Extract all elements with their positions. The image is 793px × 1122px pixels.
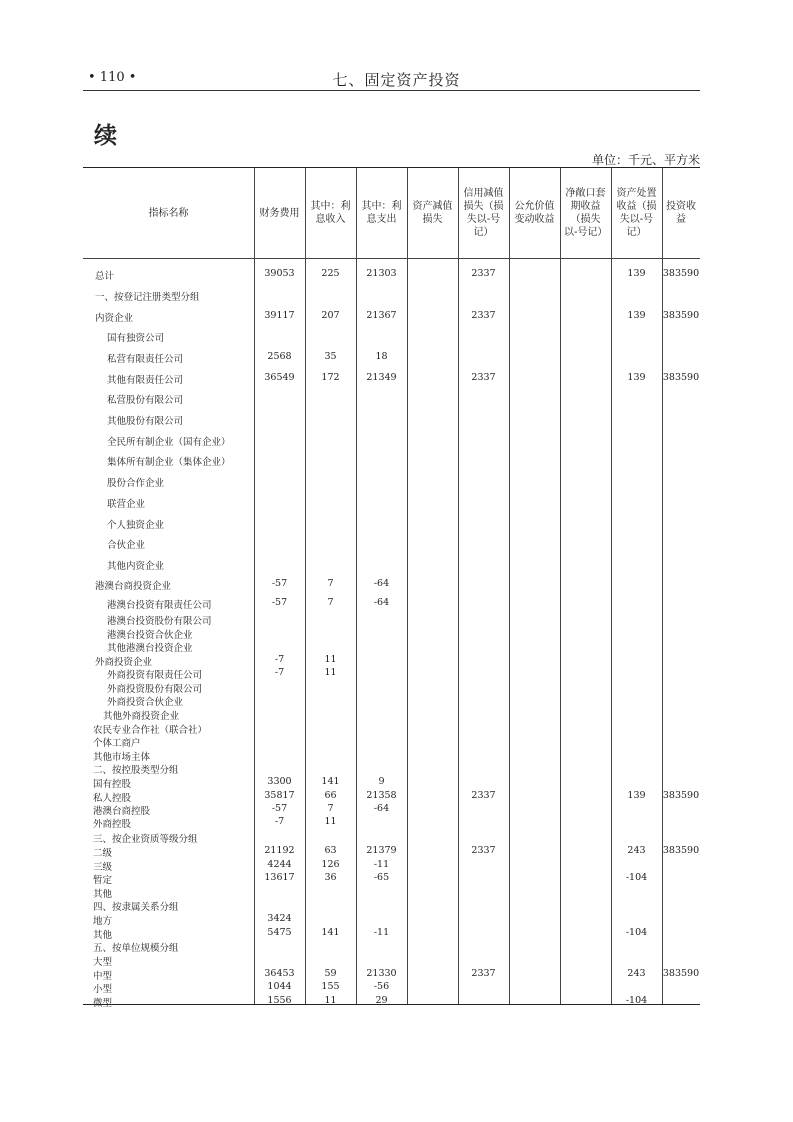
cell-value: 59: [324, 968, 337, 979]
cell-value: 207: [321, 310, 340, 321]
row-label: 外商投资有限责任公司: [107, 670, 203, 681]
row-label: 全民所有制企业（国有企业）: [107, 437, 231, 448]
cell-value: 225: [321, 268, 340, 279]
cell-value: 383590: [662, 968, 700, 979]
cell-value: 2337: [471, 372, 496, 383]
row-label: 三、按企业资质等级分组: [93, 834, 198, 845]
cell-value: 21367: [366, 310, 397, 321]
row-label: 其他市场主体: [93, 752, 151, 763]
row-label: 其他: [93, 930, 113, 941]
cell-value: 383590: [662, 372, 700, 383]
row-label: 其他: [93, 889, 113, 900]
row-label: 其他有限责任公司: [107, 375, 184, 386]
cell-value: 243: [627, 968, 646, 979]
row-label: 暂定: [93, 875, 113, 886]
row-label: 港澳台投资合伙企业: [107, 630, 193, 641]
cell-value: 35: [324, 351, 337, 362]
cell-value: 29: [375, 995, 388, 1006]
cell-value: 3300: [267, 776, 292, 787]
column-header: 其中：利息收入: [310, 201, 351, 225]
row-label: 外商控股: [93, 819, 132, 830]
row-label: 其他外商投资企业: [103, 711, 180, 722]
cell-value: 7: [327, 578, 334, 589]
row-label: 其他内资企业: [107, 561, 165, 572]
cell-value: 36: [324, 872, 337, 883]
row-label: 合伙企业: [107, 540, 146, 551]
cell-value: 39053: [264, 268, 295, 279]
row-label: 外商投资股份有限公司: [107, 684, 203, 695]
cell-value: 383590: [662, 790, 700, 801]
row-label: 私营有限责任公司: [107, 354, 184, 365]
row-label: 个体工商户: [93, 738, 141, 749]
cell-value: 139: [627, 790, 646, 801]
row-label: 大型: [93, 957, 113, 968]
column-header: 信用减值损失（损失以-号记）: [463, 188, 504, 238]
row-label: 港澳台投资股份有限公司: [107, 616, 212, 627]
data-table: [83, 167, 700, 1009]
cell-value: 2337: [471, 968, 496, 979]
cell-value: 126: [321, 859, 340, 870]
cell-value: 141: [321, 927, 340, 938]
cell-value: 11: [324, 667, 337, 678]
cell-value: 21303: [366, 268, 397, 279]
cell-value: 383590: [662, 310, 700, 321]
cell-value: -57: [271, 578, 288, 589]
cell-value: 21192: [264, 845, 295, 856]
cell-value: -65: [373, 872, 390, 883]
column-rule: [458, 168, 459, 1004]
cell-value: 2337: [471, 310, 496, 321]
cell-value: 36453: [264, 968, 295, 979]
cell-value: 383590: [662, 268, 700, 279]
row-label: 地方: [93, 916, 113, 927]
cell-value: 13617: [264, 872, 295, 883]
row-label: 个人独资企业: [107, 520, 165, 531]
row-label: 总计: [95, 271, 115, 282]
cell-value: 11: [324, 654, 337, 665]
continued-label: 续: [94, 123, 117, 149]
cell-value: 7: [327, 803, 334, 814]
row-label: 集体所有制企业（集体企业）: [107, 457, 231, 468]
cell-value: 39117: [264, 310, 295, 321]
cell-value: -104: [625, 995, 648, 1006]
cell-value: 172: [321, 372, 340, 383]
row-label: 私营股份有限公司: [107, 395, 184, 406]
row-label: 微型: [93, 998, 113, 1009]
column-header: 投资收益: [666, 201, 696, 225]
cell-value: -11: [373, 859, 390, 870]
row-label: 二级: [93, 848, 113, 859]
chapter-title: 七、固定资产投资: [332, 71, 461, 89]
column-header: 指标名称: [148, 207, 189, 219]
row-label: 五、按单位规模分组: [93, 943, 179, 954]
cell-value: 243: [627, 845, 646, 856]
row-label: 三级: [93, 862, 113, 873]
cell-value: 7: [327, 597, 334, 608]
cell-value: 155: [321, 981, 340, 992]
unit-label: 单位：千元、平方米: [591, 153, 700, 167]
row-label: 国有控股: [93, 779, 132, 790]
cell-value: 139: [627, 372, 646, 383]
cell-value: 21349: [366, 372, 397, 383]
cell-value: 21379: [366, 845, 397, 856]
column-header: 资产减值损失: [412, 201, 453, 225]
cell-value: 139: [627, 310, 646, 321]
cell-value: -57: [271, 597, 288, 608]
cell-value: 1044: [267, 981, 292, 992]
page-number: • 110 •: [88, 70, 137, 85]
cell-value: -64: [373, 597, 390, 608]
header-rule: [83, 90, 700, 91]
row-label: 内资企业: [95, 313, 134, 324]
column-header: 公允价值变动收益: [514, 201, 555, 225]
column-rule: [560, 168, 561, 1004]
column-header: 净敞口套期收益（损失以-号记）: [564, 188, 608, 238]
column-rule: [662, 168, 663, 1004]
cell-value: -7: [274, 816, 285, 827]
row-label: 中型: [93, 971, 113, 982]
cell-value: 1556: [267, 995, 292, 1006]
row-label: 私人控股: [93, 793, 132, 804]
row-label: 联营企业: [107, 499, 146, 510]
cell-value: 141: [321, 776, 340, 787]
column-rule: [509, 168, 510, 1004]
cell-value: -104: [625, 872, 648, 883]
row-label: 外商投资合伙企业: [107, 697, 184, 708]
cell-value: 383590: [662, 845, 700, 856]
cell-value: 35817: [264, 790, 295, 801]
cell-value: -64: [373, 578, 390, 589]
cell-value: 21330: [366, 968, 397, 979]
cell-value: 2337: [471, 845, 496, 856]
row-label: 港澳台商投资企业: [95, 581, 172, 592]
column-header: 财务费用: [259, 207, 300, 219]
cell-value: 36549: [264, 372, 295, 383]
cell-value: 139: [627, 268, 646, 279]
cell-value: 63: [324, 845, 337, 856]
cell-value: 11: [324, 995, 337, 1006]
cell-value: 18: [375, 351, 388, 362]
row-label: 港澳台投资有限责任公司: [107, 600, 212, 611]
row-label: 其他股份有限公司: [107, 416, 184, 427]
column-rule: [407, 168, 408, 1004]
cell-value: -104: [625, 927, 648, 938]
cell-value: 11: [324, 816, 337, 827]
row-label: 小型: [93, 984, 113, 995]
row-label: 国有独资公司: [107, 333, 165, 344]
row-label: 外商投资企业: [95, 657, 153, 668]
column-header: 资产处置收益（损失以-号记）: [616, 188, 657, 238]
cell-value: 9: [378, 776, 385, 787]
cell-value: 21358: [366, 790, 397, 801]
row-label: 港澳台商控股: [93, 806, 151, 817]
row-label: 其他港澳台投资企业: [107, 643, 193, 654]
row-label: 农民专业合作社（联合社）: [93, 725, 208, 736]
column-header: 其中：利息支出: [361, 201, 402, 225]
cell-value: -7: [274, 667, 285, 678]
row-label: 四、按隶属关系分组: [93, 902, 179, 913]
cell-value: -11: [373, 927, 390, 938]
cell-value: 2568: [267, 351, 292, 362]
cell-value: 66: [324, 790, 337, 801]
cell-value: 2337: [471, 790, 496, 801]
cell-value: 2337: [471, 268, 496, 279]
cell-value: -57: [271, 803, 288, 814]
cell-value: -64: [373, 803, 390, 814]
cell-value: 3424: [267, 913, 292, 924]
cell-value: 5475: [267, 927, 292, 938]
cell-value: 4244: [267, 859, 292, 870]
cell-value: -7: [274, 654, 285, 665]
header-divider: [83, 258, 700, 259]
row-label: 二、按控股类型分组: [93, 765, 179, 776]
row-label: 股份合作企业: [107, 478, 165, 489]
cell-value: -56: [373, 981, 390, 992]
row-label: 一、按登记注册类型分组: [95, 292, 200, 303]
